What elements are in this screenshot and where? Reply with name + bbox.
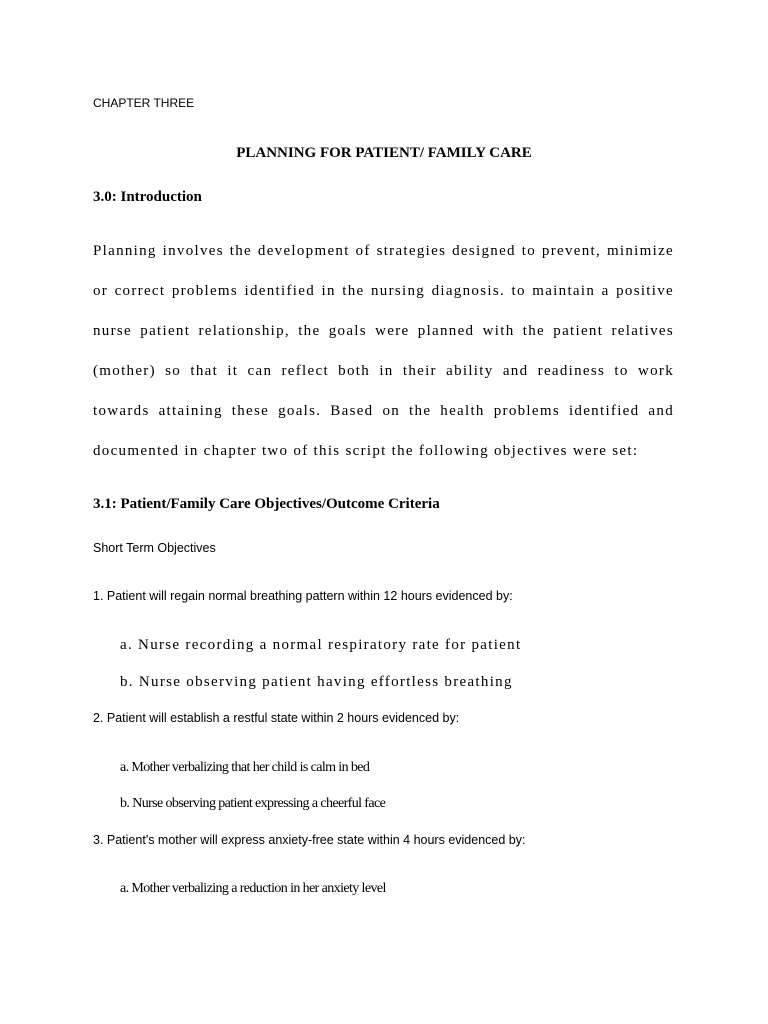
chapter-label: CHAPTER THREE (93, 96, 195, 110)
objective-1: 1. Patient will regain normal breathing pattern within 12 hours evidenced by: (93, 589, 513, 603)
objective-3-criterion-a: a. Mother verbalizing a reduction in her anxiety level (120, 881, 386, 896)
short-term-objectives-label: Short Term Objectives (93, 541, 216, 555)
objective-2: 2. Patient will establish a restful state within 2 hours evidenced by: (93, 711, 460, 725)
objective-1-criterion-b: b. Nurse observing patient having effortless breathing (120, 674, 513, 690)
objective-1-criterion-a: a. Nurse recording a normal respiratory rate for patient (120, 637, 522, 653)
objectives-heading: 3.1: Patient/Family Care Objectives/Outcome Criteria (93, 496, 440, 512)
objective-2-criterion-a: a. Mother verbalizing that her child is calm in bed (120, 760, 370, 775)
introduction-heading: 3.0: Introduction (93, 189, 202, 205)
introduction-paragraph: Planning involves the development of strategies designed to prevent, minimize or correct problems identified in the nursing diagnosis. to maintain a positive nurse patient relationship, the goals were planned with the patient relatives (mother) so that it can reflect both in their ability and readiness to work towards attaining these goals. Based on the health problems identified and documented in chapter two of this script the following objectives were set: (93, 243, 674, 459)
objective-3: 3. Patient's mother will express anxiety-free state within 4 hours evidenced by: (93, 833, 526, 847)
page-title: PLANNING FOR PATIENT/ FAMILY CARE (236, 145, 532, 161)
objective-2-criterion-b: b. Nurse observing patient expressing a cheerful face (120, 796, 386, 811)
